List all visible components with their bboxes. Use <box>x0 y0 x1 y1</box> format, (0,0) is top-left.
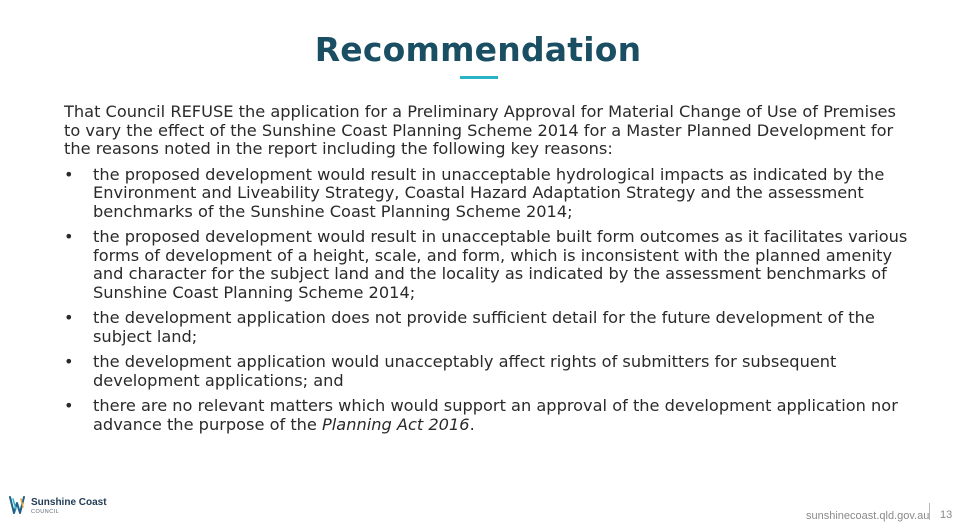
list-item <box>64 309 914 346</box>
reason-text: the proposed development would result in unacceptable built form outcomes as it facilitates various forms of development of a height, scale, and form, which is inconsistent with the planned amenity and character for the subject land and the locality as indicated by the assessment benchmarks of Sunshine Coast Planning Scheme 2014; <box>93 227 908 302</box>
council-logo <box>9 493 119 520</box>
bullet-icon: • <box>64 352 74 371</box>
recommendation-body <box>64 103 914 441</box>
list-item <box>64 397 914 434</box>
reason-text-suffix: . <box>469 414 475 434</box>
bullet-icon: • <box>64 227 74 246</box>
list-item <box>64 353 914 390</box>
footer-url: sunshinecoast.qld.gov.au <box>806 510 930 522</box>
logo-name: Sunshine Coast <box>31 497 107 508</box>
planning-act-reference: Planning Act 2016 <box>322 414 470 434</box>
slide-title: Recommendation <box>314 30 642 69</box>
recommendation-intro: That Council REFUSE the application for a Preliminary Approval for Material Change of Use of Premises to vary the effect of the Sunshine Coast Planning Scheme 2014 for a Master Planned Development for the reasons noted in the report including the following key reasons: <box>64 102 896 158</box>
reason-text: the development application does not provide sufficient detail for the future development of the subject land; <box>93 308 875 346</box>
reasons-list <box>64 166 914 435</box>
reason-text: the development application would unacceptably affect rights of submitters for subsequent development applications; and <box>93 352 837 390</box>
bullet-icon: • <box>64 308 74 327</box>
bullet-icon: • <box>64 164 74 184</box>
page-number: 13 <box>940 509 953 521</box>
title-underline <box>460 76 498 79</box>
wave-logo-icon <box>9 493 29 517</box>
list-item <box>64 166 914 222</box>
list-item <box>64 228 914 302</box>
reason-text: the proposed development would result in unacceptable hydrological impacts as indicated by the Environment and Liveability Strategy, Coastal Hazard Adaptation Strategy and the assessment benchmarks of the Sunshine Coast Planning Scheme 2014; <box>93 164 885 221</box>
logo-sub: COUNCIL <box>31 509 60 515</box>
reason-text-prefix: there are no relevant matters which would support an approval of the development application nor advance the purpose of the <box>93 396 898 434</box>
footer-divider <box>929 503 930 520</box>
bullet-icon: • <box>64 396 74 415</box>
